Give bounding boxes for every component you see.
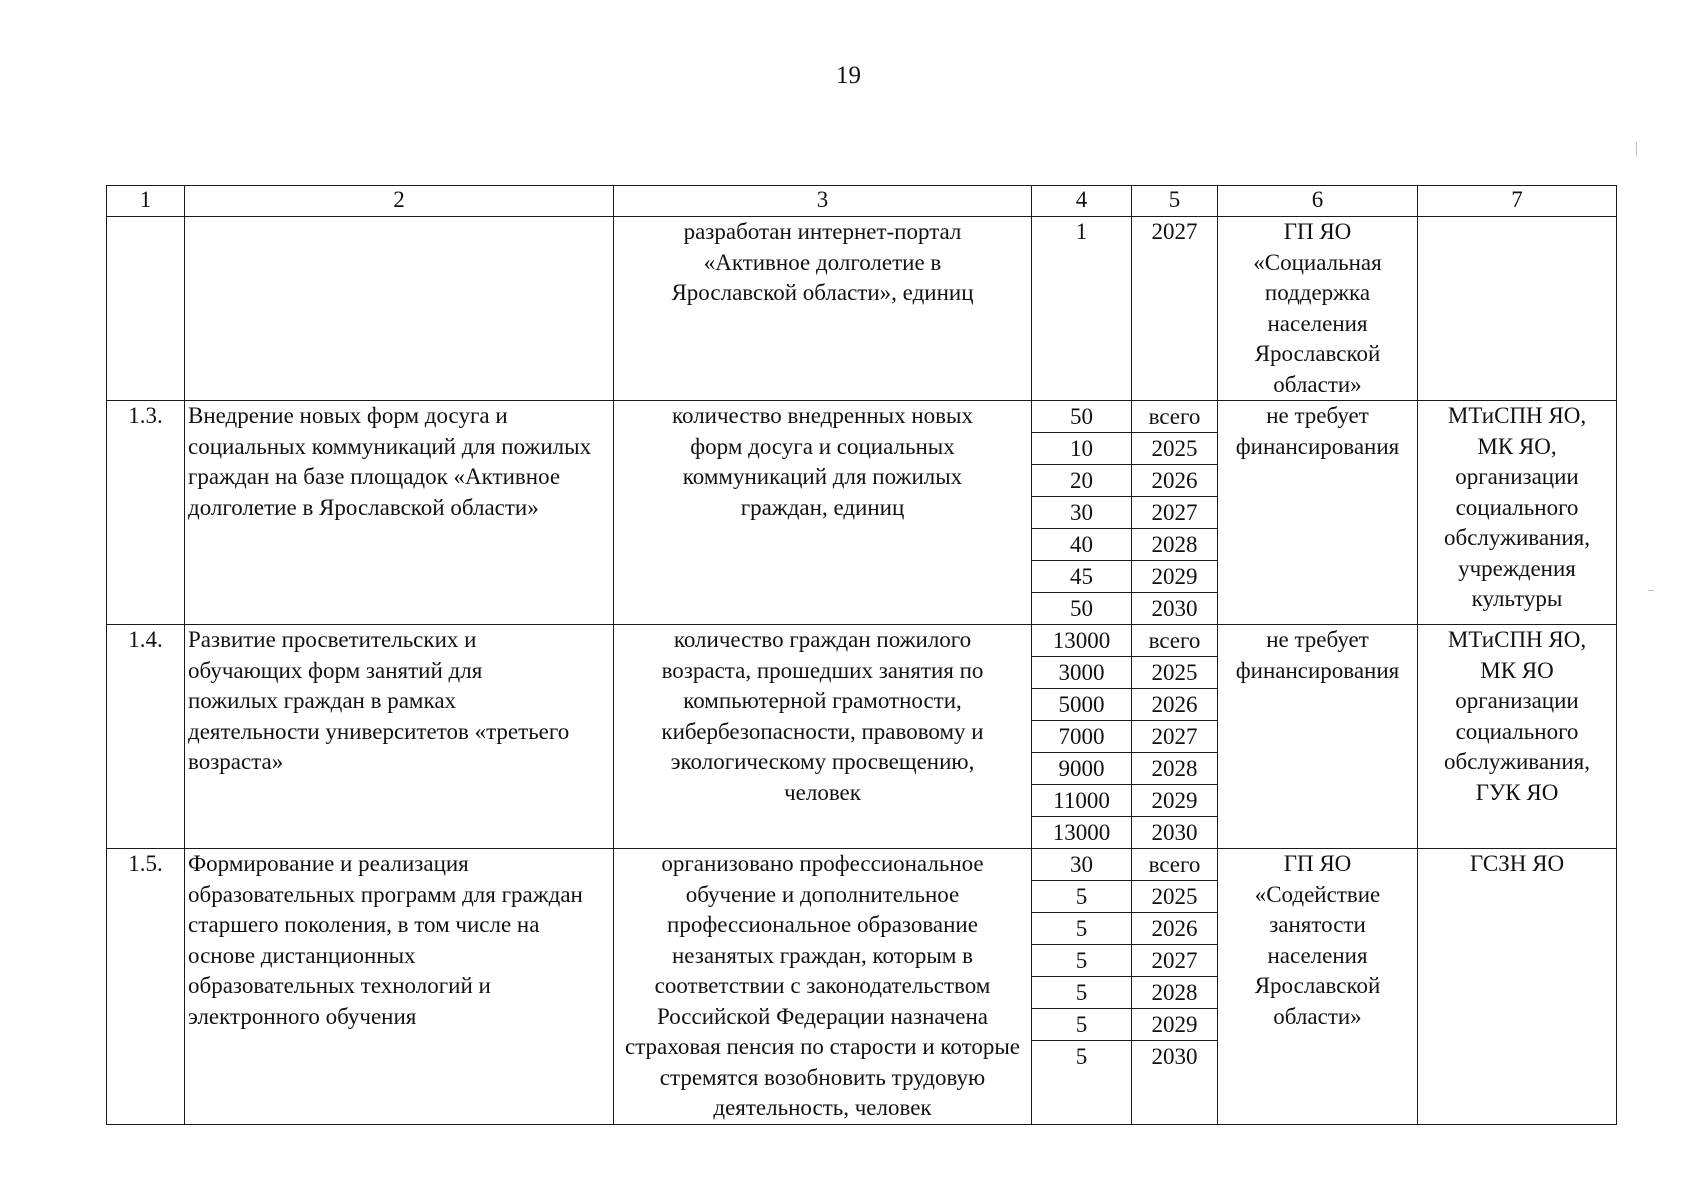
year-cell: 2030 xyxy=(1151,596,1198,621)
column-number: 4 xyxy=(1032,186,1132,217)
measure-name: Формирование и реализация образовательных программ для граждан старшего поколения, в том числе на основе дистанционных образовательных технологий и электронного обучения xyxy=(185,849,614,1125)
column-numbers-row xyxy=(107,186,1617,217)
year-cell: всего xyxy=(1132,401,1217,433)
year-cell: 2027 xyxy=(1132,945,1217,977)
value-cell: 5 xyxy=(1075,1044,1088,1069)
indicator-description: организовано профессиональное обучение и дополнительное профессиональное образование незанятых граждан, которым в соответствии с законодательством Российской Федерации назначена страховая пенсия по старости и которые стремятся возобновить трудовую деятельность, человек xyxy=(614,849,1032,1125)
value-cell: 5 xyxy=(1032,881,1131,913)
indicator-year: 2027 xyxy=(1132,217,1218,401)
values-stack xyxy=(1032,625,1132,849)
executors-cell: МТиСПН ЯО, МК ЯО организации социального обслуживания, ГУК ЯО xyxy=(1418,625,1617,849)
column-number: 7 xyxy=(1418,186,1617,217)
table-row-1-5 xyxy=(107,849,1617,1125)
indicator-value: 1 xyxy=(1032,217,1132,401)
year-cell: 2028 xyxy=(1132,977,1217,1009)
value-cell: 5 xyxy=(1032,1009,1131,1041)
years-stack xyxy=(1132,401,1218,625)
value-cell: 3000 xyxy=(1032,657,1131,689)
table-row-continuation xyxy=(107,217,1617,401)
year-cell: 2027 xyxy=(1132,721,1217,753)
measures-table xyxy=(106,185,1617,1125)
value-cell: 5 xyxy=(1032,913,1131,945)
value-cell: 40 xyxy=(1032,529,1131,561)
executors-cell: МТиСПН ЯО, МК ЯО, организации социального обслуживания, учреждения культуры xyxy=(1418,401,1617,625)
year-cell: 2029 xyxy=(1132,561,1217,593)
column-number: 3 xyxy=(614,186,1032,217)
value-cell: 30 xyxy=(1032,849,1131,881)
year-cell: 2025 xyxy=(1132,657,1217,689)
value-cell: 9000 xyxy=(1032,753,1131,785)
indicator-description: количество внедренных новых форм досуга и социальных коммуникаций для пожилых граждан, единиц xyxy=(614,401,1032,625)
row-number-cell xyxy=(107,217,185,401)
year-cell: 2029 xyxy=(1132,1009,1217,1041)
value-cell: 10 xyxy=(1032,433,1131,465)
value-cell: 5 xyxy=(1032,977,1131,1009)
executors-cell xyxy=(1418,217,1617,401)
row-number: 1.5. xyxy=(107,849,185,1125)
year-cell: 2026 xyxy=(1132,689,1217,721)
year-cell: 2028 xyxy=(1132,529,1217,561)
executors-cell: ГСЗН ЯО xyxy=(1418,849,1617,1125)
value-cell: 20 xyxy=(1032,465,1131,497)
year-cell: 2030 xyxy=(1151,820,1198,845)
year-cell: 2027 xyxy=(1132,497,1217,529)
value-cell: 30 xyxy=(1032,497,1131,529)
financing-cell: не требует финансирования xyxy=(1218,625,1418,849)
value-cell: 13000 xyxy=(1032,625,1131,657)
measure-name: Внедрение новых форм досуга и социальных коммуникаций для пожилых граждан на базе площадок «Активное долголетие в Ярославской области» xyxy=(185,401,614,625)
financing-cell: не требует финансирования xyxy=(1218,401,1418,625)
scan-edge-mark xyxy=(1648,590,1654,591)
values-stack xyxy=(1032,849,1132,1125)
year-cell: 2025 xyxy=(1132,881,1217,913)
value-cell: 5000 xyxy=(1032,689,1131,721)
year-cell: 2029 xyxy=(1132,785,1217,817)
row-number: 1.4. xyxy=(107,625,185,849)
year-cell: 2025 xyxy=(1132,433,1217,465)
year-cell: 2030 xyxy=(1151,1044,1198,1069)
measure-name-cell xyxy=(185,217,614,401)
page-number: 19 xyxy=(836,62,861,89)
column-number: 1 xyxy=(107,186,185,217)
table-row-1-3 xyxy=(107,401,1617,625)
value-cell: 5 xyxy=(1032,945,1131,977)
column-number: 2 xyxy=(185,186,614,217)
value-cell: 50 xyxy=(1032,401,1131,433)
column-number: 6 xyxy=(1218,186,1418,217)
column-number: 5 xyxy=(1132,186,1218,217)
years-stack xyxy=(1132,849,1218,1125)
measure-name: Развитие просветительских и обучающих форм занятий для пожилых граждан в рамках деятельности университетов «третьего возраста» xyxy=(185,625,614,849)
year-cell: всего xyxy=(1132,849,1217,881)
value-cell: 50 xyxy=(1070,596,1093,621)
table-row-1-4 xyxy=(107,625,1617,849)
value-cell: 45 xyxy=(1032,561,1131,593)
year-cell: 2026 xyxy=(1132,465,1217,497)
value-cell: 11000 xyxy=(1032,785,1131,817)
value-cell: 7000 xyxy=(1032,721,1131,753)
financing-cell: ГП ЯО «Социальная поддержка населения Ярославской области» xyxy=(1218,217,1418,401)
value-cell: 13000 xyxy=(1052,820,1111,845)
year-cell: всего xyxy=(1132,625,1217,657)
scan-edge-mark xyxy=(1636,142,1637,156)
values-stack xyxy=(1032,401,1132,625)
indicator-description: количество граждан пожилого возраста, прошедших занятия по компьютерной грамотности, кибербезопасности, правовому и экологическому просвещению, человек xyxy=(614,625,1032,849)
indicator-cell: разработан интернет-портал «Активное долголетие в Ярославской области», единиц xyxy=(614,217,1032,401)
year-cell: 2028 xyxy=(1132,753,1217,785)
financing-cell: ГП ЯО «Содействие занятости населения Ярославской области» xyxy=(1218,849,1418,1125)
year-cell: 2026 xyxy=(1132,913,1217,945)
years-stack xyxy=(1132,625,1218,849)
row-number: 1.3. xyxy=(107,401,185,625)
